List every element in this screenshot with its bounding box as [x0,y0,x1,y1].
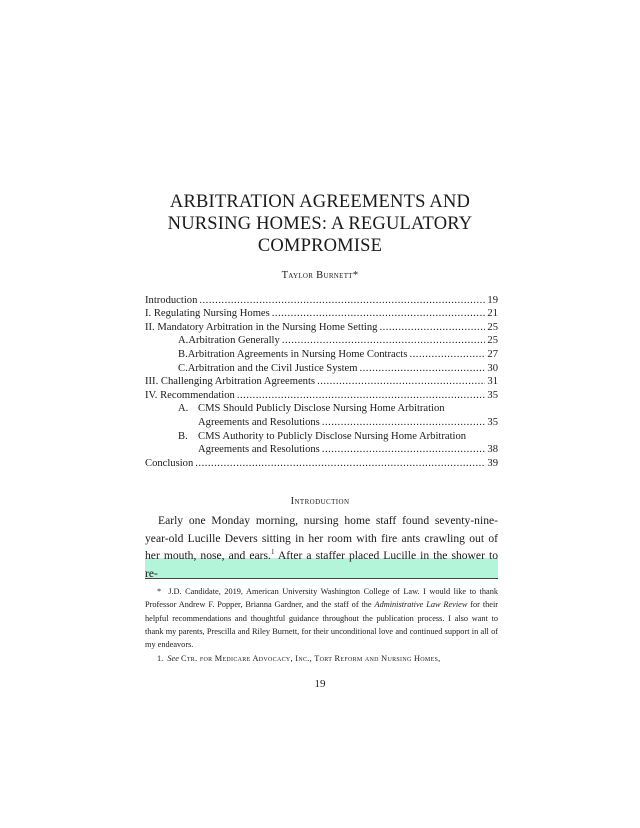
toc-letter: A. [178,403,189,415]
toc-page: 21 [487,308,498,320]
footnote-text: J.D. Candidate, 2019, American University Washington College of Law. I would like to thank Professor Andrew F. Popper, Brianna Gardner, and the staff of the [145,587,498,610]
toc-page: 38 [487,444,498,456]
footnote-1 [145,652,498,665]
author-name: Taylor Burnett* [281,270,359,281]
toc-page: 31 [487,376,498,388]
toc-page: 39 [487,457,498,469]
section-heading: Introduction [290,496,350,507]
footnote-text: for their helpful recommendations and thoughtful guidance throughout the publication process. I also want to thank my parents, Prescilla and Riley Burnett, for their unconditional love and continued support in all of my endeavors. [145,600,499,650]
toc-label: Conclusion [145,457,194,469]
footnote-number: 1. [157,654,164,663]
footnote-citation: Ctr. for Medicare Advocacy, Inc., Tort Reform and Nursing Homes, [180,654,441,663]
body-text-part: Early one Monday morning, nursing home staff found seventy-nine-year-old Lucille Devers sitting in her room with fire ants crawling out of her mouth, nose, and ears. [145,514,498,562]
toc-entry [145,401,498,415]
toc-entry [145,455,498,469]
toc-letter: A. [178,335,189,347]
toc-entry [145,346,498,360]
footnote-star [145,585,498,651]
footnote-rule [145,578,498,579]
toc-entry [145,319,498,333]
toc-label: Introduction [145,294,198,306]
toc-letter: B. [178,430,188,442]
page-number: 19 [314,678,326,690]
footnote-marker: * [157,587,162,596]
toc-label: Arbitration Generally [188,335,280,347]
table-of-contents [145,292,498,469]
title-line: COMPROMISE [257,236,383,256]
toc-entry [145,428,498,442]
footnote-ref[interactable]: 1 [270,548,275,557]
journal-name: Administrative Law Review [374,600,468,610]
toc-page: 25 [487,321,498,333]
toc-label: Agreements and Resolutions [198,444,320,456]
toc-entry [145,387,498,401]
toc-label: Agreements and Resolutions [198,416,320,428]
article-title [0,191,640,257]
toc-entry [145,292,498,306]
toc-page: 35 [487,416,498,428]
toc-label: I. Regulating Nursing Homes [145,308,270,320]
toc-label: II. Mandatory Arbitration in the Nursing Home Setting [145,321,378,333]
toc-label: CMS Authority to Publicly Disclose Nursing Home Arbitration [198,430,467,442]
toc-page: 25 [487,335,498,347]
toc-entry [145,360,498,374]
toc-label: Arbitration and the Civil Justice System [187,362,358,374]
toc-entry-continued [145,442,498,456]
toc-page: 27 [487,348,498,360]
toc-letter: B. [178,348,188,360]
title-line: NURSING HOMES: A REGULATORY [167,214,473,234]
toc-page: 19 [487,294,498,306]
toc-label: Arbitration Agreements in Nursing Home Contracts [187,348,408,360]
toc-entry [145,374,498,388]
signal-word: See [167,654,179,663]
toc-label: CMS Should Publicly Disclose Nursing Home Arbitration [198,403,445,415]
toc-entry-continued [145,414,498,428]
toc-entry [145,333,498,347]
title-line: ARBITRATION AGREEMENTS AND [169,192,471,212]
body-text-part: After a staffer placed Lucille in the shower to re- [145,549,498,580]
toc-label: III. Challenging Arbitration Agreements [145,376,316,388]
toc-label: IV. Recommendation [145,389,235,401]
toc-page: 35 [487,389,498,401]
body-paragraph [145,512,498,582]
toc-page: 30 [487,362,498,374]
toc-letter: C. [178,362,188,374]
toc-entry [145,306,498,320]
